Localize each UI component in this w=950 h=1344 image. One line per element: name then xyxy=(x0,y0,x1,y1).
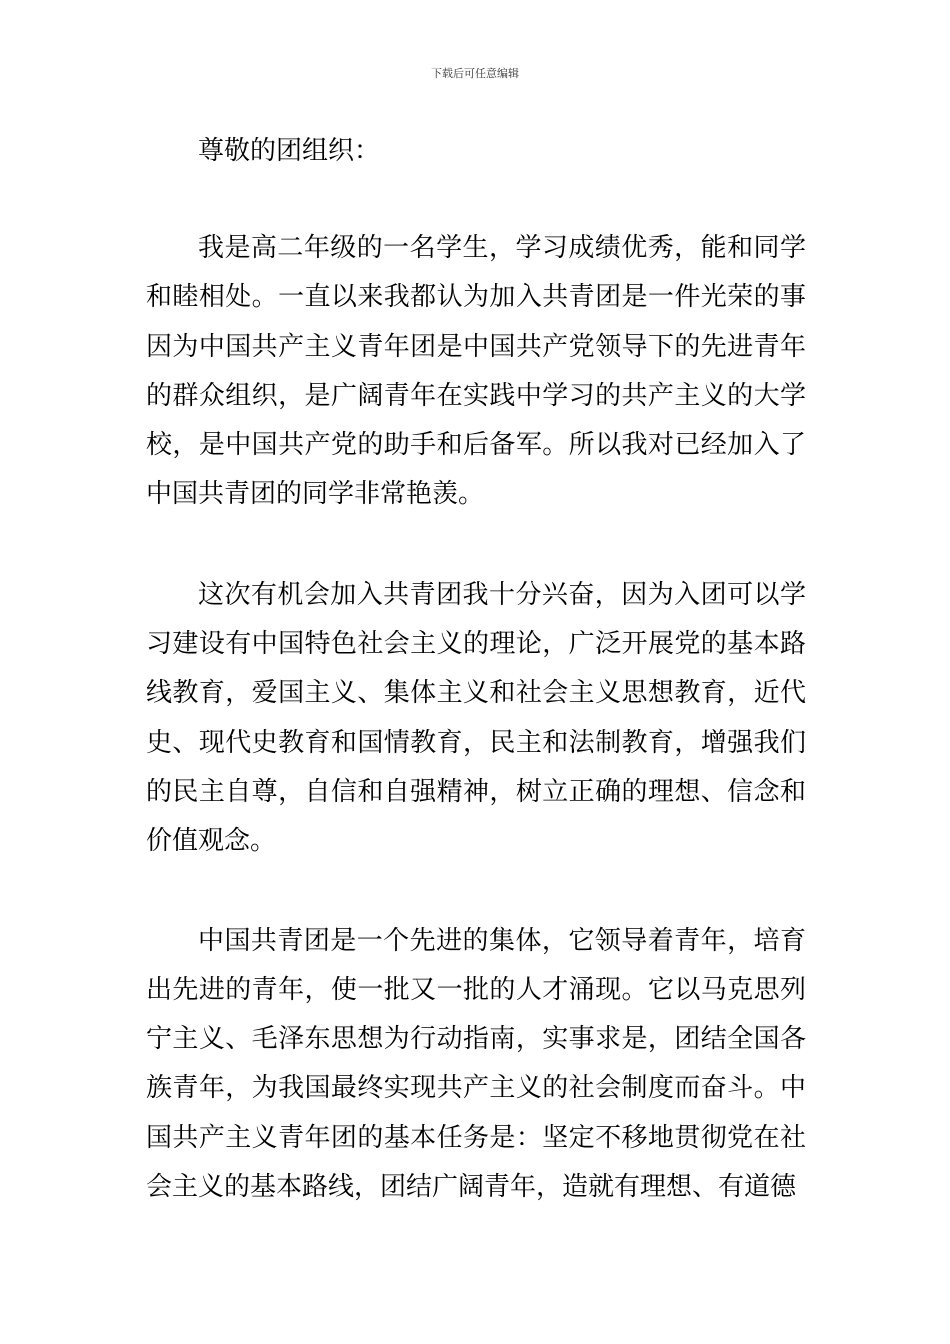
letter-body xyxy=(146,128,806,1212)
paragraph-3: 中国共青团是一个先进的集体，它领导着青年，培育出先进的青年，使一批又一批的人才涌现。它以马克思列宁主义、毛泽东思想为行动指南，实事求是，团结全国各族青年，为我国最终实现共产主义的社会制度而奋斗。中国共产主义青年团的基本任务是：坚定不移地贯彻党在社会主义的基本路线，团结广阔青年，造就有理想、有道德 xyxy=(146,925,806,1203)
header-note: 下载后可任意编辑 xyxy=(431,67,519,80)
paragraph-2: 这次有机会加入共青团我十分兴奋，因为入团可以学习建设有中国特色社会主义的理论，广泛开展党的基本路线教育，爱国主义、集体主义和社会主义思想教育，近代史、现代史教育和国情教育，民主和法制教育，增强我们的民主自尊，自信和自强精神，树立正确的理想、信念和价值观念。 xyxy=(146,579,806,857)
salutation: 尊敬的团组织： xyxy=(198,136,381,166)
paragraph-1: 我是高二年级的一名学生，学习成绩优秀，能和同学和睦相处。一直以来我都认为加入共青团是一件光荣的事因为中国共产主义青年团是中国共产党领导下的先进青年的群众组织，是广阔青年在实践中学习的共产主义的大学校，是中国共产党的助手和后备军。所以我对已经加入了中国共青团的同学非常艳羡。 xyxy=(146,233,806,510)
